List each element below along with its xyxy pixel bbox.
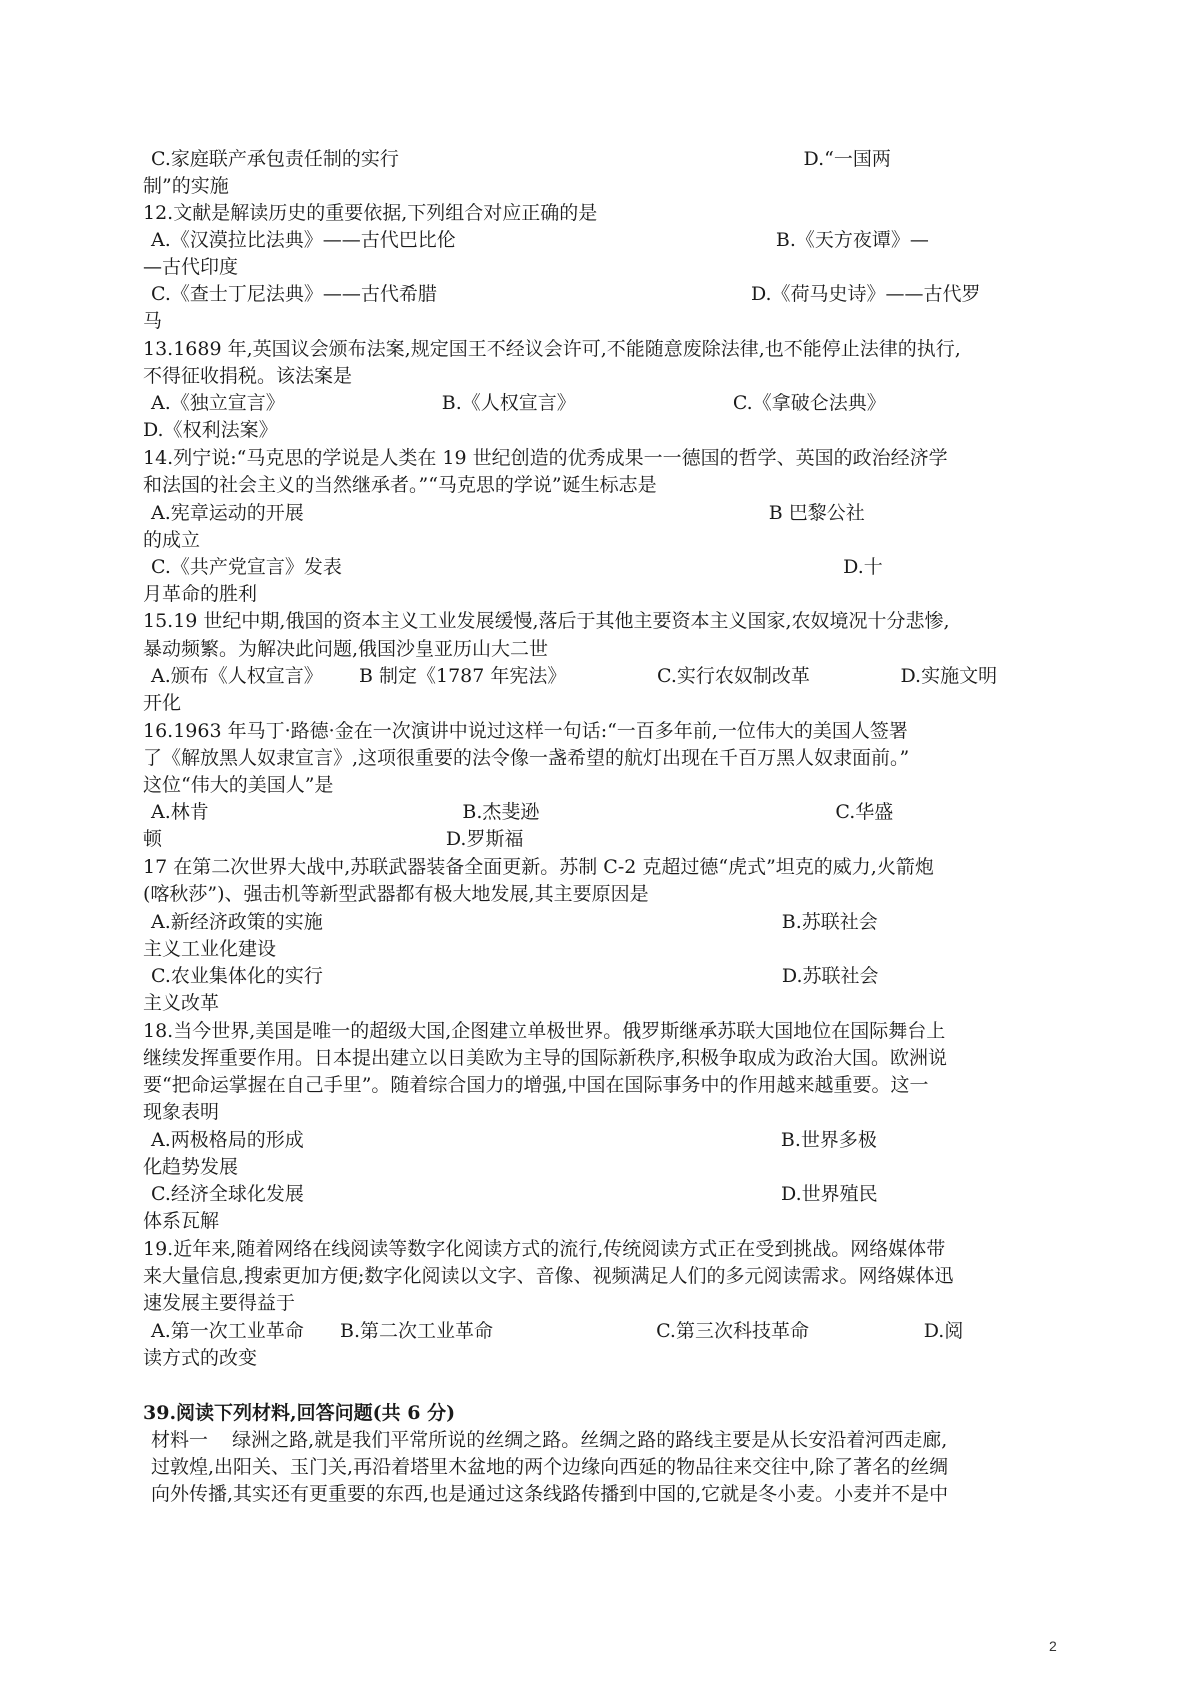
text-line: D.《权利法案》 — [143, 419, 278, 441]
text-line: 16.1963 年马丁·路德·金在一次演讲中说过这样一句话:“一百多年前,一位伟大的美国人签署 — [143, 720, 908, 742]
text-line: 顿 D.罗斯福 — [143, 828, 524, 850]
text-line: A.林肯 B.杰斐逊 C.华盛 — [151, 801, 894, 823]
text-line: A.两极格局的形成 B.世界多极 — [151, 1129, 877, 1151]
section-heading: 39.阅读下列材料,回答问题(共 6 分) — [143, 1402, 456, 1424]
text-line: 17 在第二次世界大战中,苏联武器装备全面更新。苏制 C-2 克超过德“虎式”坦克的威力,火箭炮 — [143, 856, 934, 878]
text-line: A.《独立宣言》 B.《人权宣言》 C.《拿破仑法典》 — [151, 392, 886, 414]
text-line: C.家庭联产承包责任制的实行 D.“一国两 — [151, 148, 891, 170]
text-line: 14.列宁说:“马克思的学说是人类在 19 世纪创造的优秀成果一一德国的哲学、英国的政治经济学 — [143, 447, 948, 469]
text-line: 过敦煌,出阳关、玉门关,再沿着塔里木盆地的两个边缘向西延的物品往来交往中,除了著名的丝绸 — [151, 1456, 949, 1478]
text-line: 读方式的改变 — [143, 1347, 258, 1369]
text-line: 主义工业化建设 — [143, 938, 277, 960]
text-line: A.新经济政策的实施 B.苏联社会 — [151, 911, 878, 933]
text-line: 月革命的胜利 — [143, 583, 258, 605]
text-line: A.《汉漠拉比法典》——古代巴比伦 B.《天方夜谭》— — [151, 229, 929, 251]
text-line: C.农业集体化的实行 D.苏联社会 — [151, 965, 879, 987]
text-line: 现象表明 — [143, 1101, 220, 1123]
text-line: 制”的实施 — [143, 175, 229, 197]
text-line: C.经济全球化发展 D.世界殖民 — [151, 1183, 878, 1205]
text-line: 不得征收捐税。该法案是 — [143, 365, 353, 387]
text-line: C.《查士丁尼法典》——古代希腊 D.《荷马史诗》——古代罗 — [151, 283, 981, 305]
text-line: A.宪章运动的开展 B 巴黎公社 — [151, 502, 865, 524]
text-line: A.颁布《人权宣言》 B 制定《1787 年宪法》 C.实行农奴制改革 D.实施文明 — [151, 665, 998, 687]
text-line: C.《共产党宣言》发表 D.十 — [151, 556, 883, 578]
text-line: 15.19 世纪中期,俄国的资本主义工业发展缓慢,落后于其他主要资本主义国家,农奴境况十分悲惨, — [143, 610, 950, 632]
text-line: 的成立 — [143, 529, 201, 551]
text-line: 化趋势发展 — [143, 1156, 239, 1178]
text-line: 开化 — [143, 692, 182, 714]
text-line: A.第一次工业革命 B.第二次工业革命 C.第三次科技革命 D.阅 — [151, 1320, 964, 1342]
text-line: 来大量信息,搜索更加方便;数字化阅读以文字、音像、视频满足人们的多元阅读需求。网络媒体迅 — [143, 1265, 954, 1287]
text-line: 这位“伟大的美国人”是 — [143, 774, 334, 796]
text-line: —古代印度 — [143, 256, 239, 278]
text-line: 马 — [143, 310, 163, 332]
text-line: 12.文献是解读历史的重要依据,下列组合对应正确的是 — [143, 202, 598, 224]
text-line: (喀秋莎”)、强击机等新型武器都有极大地发展,其主要原因是 — [143, 883, 649, 905]
text-line: 材料一 绿洲之路,就是我们平常所说的丝绸之路。丝绸之路的路线主要是从长安沿着河西走廊, — [151, 1429, 948, 1451]
text-line: 继续发挥重要作用。日本提出建立以日美欧为主导的国际新秩序,积极争取成为政治大国。欧洲说 — [143, 1047, 948, 1069]
text-line: 19.近年来,随着网络在线阅读等数字化阅读方式的流行,传统阅读方式正在受到挑战。网络媒体带 — [143, 1238, 946, 1260]
text-line: 体系瓦解 — [143, 1210, 220, 1232]
text-line: 暴动频繁。为解决此问题,俄国沙皇亚历山大二世 — [143, 638, 549, 660]
text-line: 速发展主要得益于 — [143, 1292, 296, 1314]
page-number: 2 — [1049, 1638, 1057, 1654]
text-line: 了《解放黑人奴隶宣言》,这项很重要的法令像一盏希望的航灯出现在千百万黑人奴隶面前。” — [143, 747, 910, 769]
text-line: 和法国的社会主义的当然继承者。”“马克思的学说”诞生标志是 — [143, 474, 657, 496]
text-line: 向外传播,其实还有更重要的东西,也是通过这条线路传播到中国的,它就是冬小麦。小麦并不是中 — [151, 1483, 949, 1505]
text-line: 要“把命运掌握在自己手里”。随着综合国力的增强,中国在国际事务中的作用越来越重要。这一 — [143, 1074, 929, 1096]
text-line: 13.1689 年,英国议会颁布法案,规定国王不经议会许可,不能随意废除法律,也不能停止法律的执行, — [143, 338, 961, 360]
text-line: 主义改革 — [143, 992, 220, 1014]
text-line: 18.当今世界,美国是唯一的超级大国,企图建立单极世界。俄罗斯继承苏联大国地位在国际舞台上 — [143, 1020, 946, 1042]
